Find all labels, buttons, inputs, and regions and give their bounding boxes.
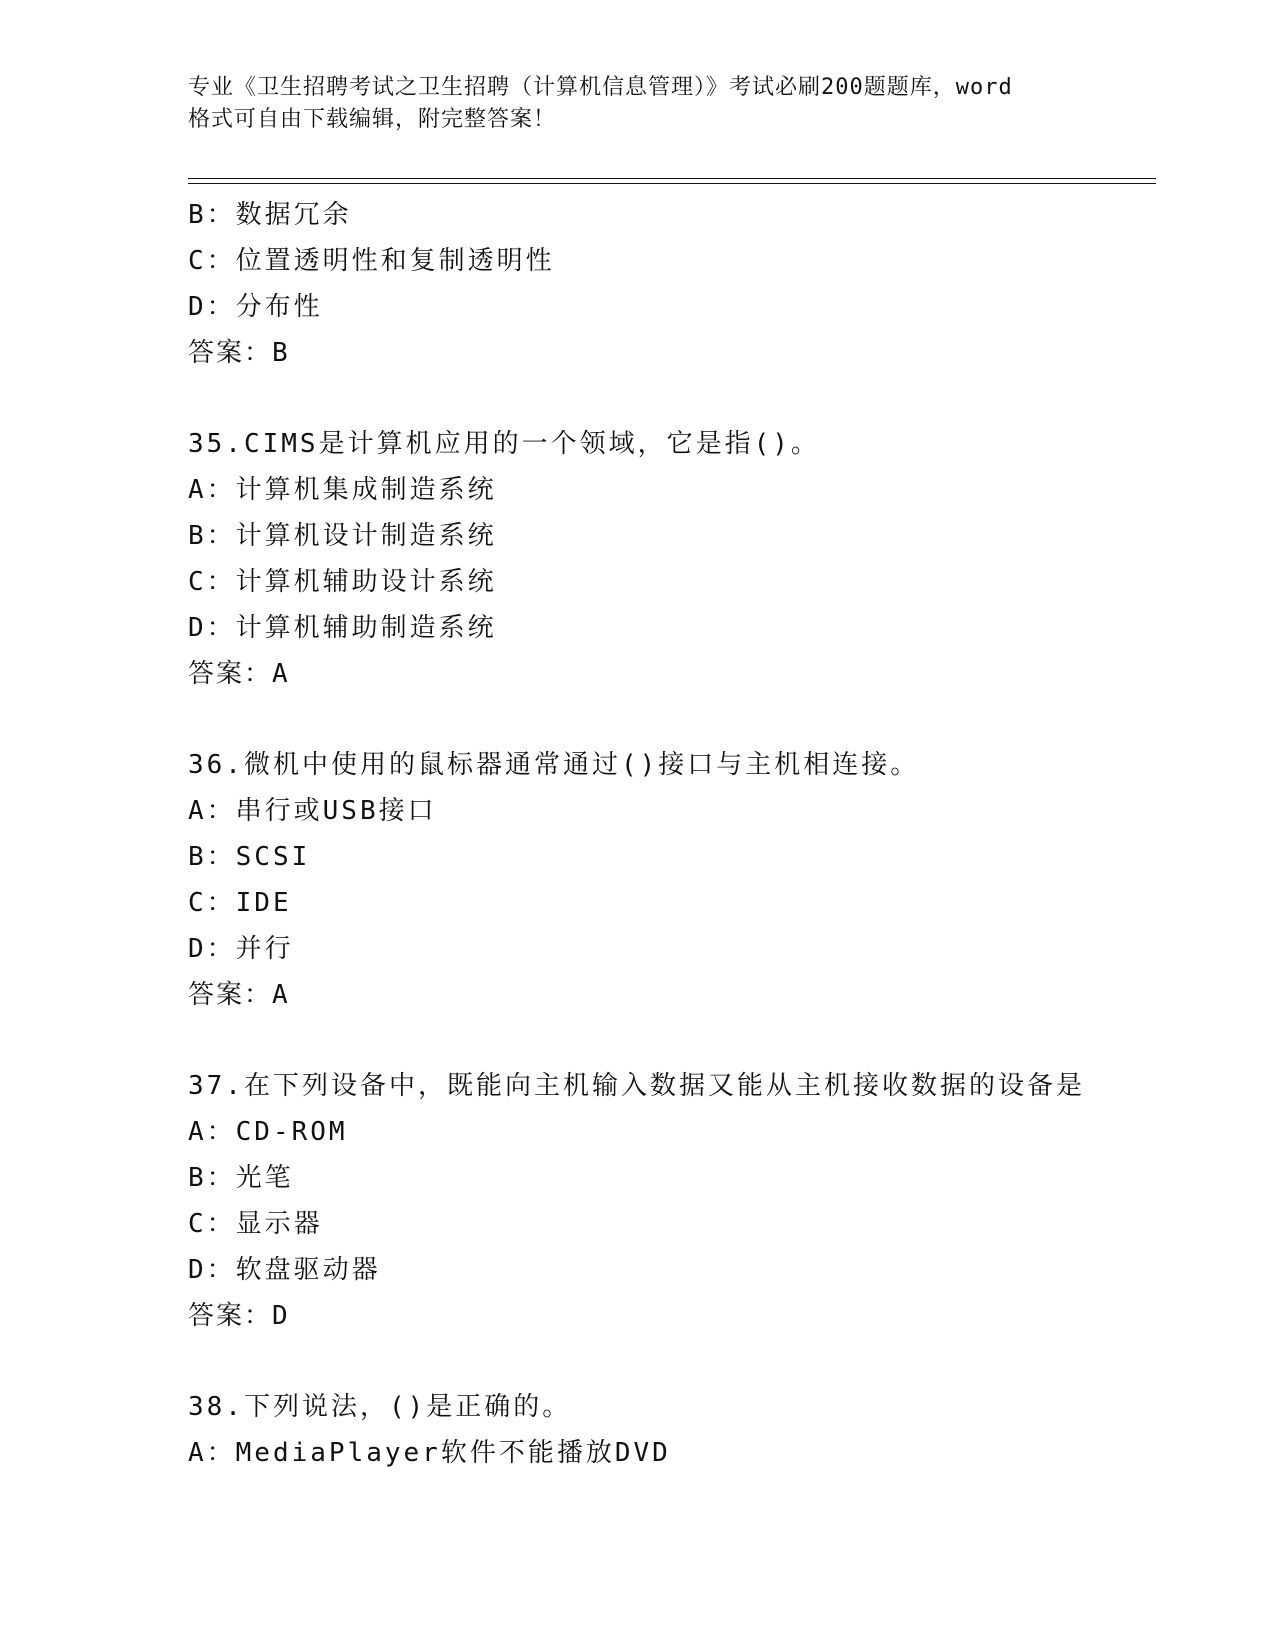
question-35 bbox=[188, 421, 1148, 697]
option-a: A：MediaPlayer软件不能播放DVD bbox=[188, 1438, 671, 1468]
option-d: D：并行 bbox=[188, 934, 294, 964]
option-d: D：软盘驱动器 bbox=[188, 1255, 381, 1285]
header-line-2: 格式可自由下载编辑，附完整答案！ bbox=[188, 107, 557, 132]
document-header bbox=[188, 72, 1088, 136]
question-34-continued bbox=[188, 192, 1148, 376]
question-stem: 35.CIMS是计算机应用的一个领域，它是指()。 bbox=[188, 429, 820, 459]
question-stem: 36.微机中使用的鼠标器通常通过()接口与主机相连接。 bbox=[188, 750, 920, 780]
header-line-1: 专业《卫生招聘考试之卫生招聘（计算机信息管理）》考试必刷200题题库，word bbox=[188, 75, 1013, 100]
option-c: C：显示器 bbox=[188, 1209, 323, 1239]
question-list bbox=[188, 192, 1148, 1476]
question-stem: 38.下列说法，()是正确的。 bbox=[188, 1392, 572, 1422]
option-b: B：计算机设计制造系统 bbox=[188, 521, 497, 551]
spacer bbox=[188, 697, 1148, 742]
header-rule-top bbox=[188, 178, 1156, 179]
option-b: B：光笔 bbox=[188, 1163, 294, 1193]
option-c: C：IDE bbox=[188, 888, 292, 918]
header-rule-bottom bbox=[188, 183, 1156, 184]
answer: 答案：A bbox=[188, 980, 290, 1010]
option-b: B：SCSI bbox=[188, 842, 311, 872]
spacer bbox=[188, 1018, 1148, 1063]
option-a: A：串行或USB接口 bbox=[188, 796, 437, 826]
question-36 bbox=[188, 742, 1148, 1018]
answer: 答案：B bbox=[188, 338, 290, 368]
option-c: C：计算机辅助设计系统 bbox=[188, 567, 497, 597]
option-d: D：分布性 bbox=[188, 292, 323, 322]
spacer bbox=[188, 376, 1148, 421]
question-37 bbox=[188, 1063, 1148, 1339]
answer: 答案：D bbox=[188, 1301, 290, 1331]
spacer bbox=[188, 1339, 1148, 1384]
option-a: A：计算机集成制造系统 bbox=[188, 475, 497, 505]
option-c: C：位置透明性和复制透明性 bbox=[188, 246, 555, 276]
option-a: A：CD-ROM bbox=[188, 1117, 348, 1147]
option-b: B：数据冗余 bbox=[188, 200, 352, 230]
answer: 答案：A bbox=[188, 659, 290, 689]
question-38 bbox=[188, 1384, 1148, 1476]
option-d: D：计算机辅助制造系统 bbox=[188, 613, 497, 643]
question-stem: 37.在下列设备中，既能向主机输入数据又能从主机接收数据的设备是 bbox=[188, 1071, 1085, 1101]
